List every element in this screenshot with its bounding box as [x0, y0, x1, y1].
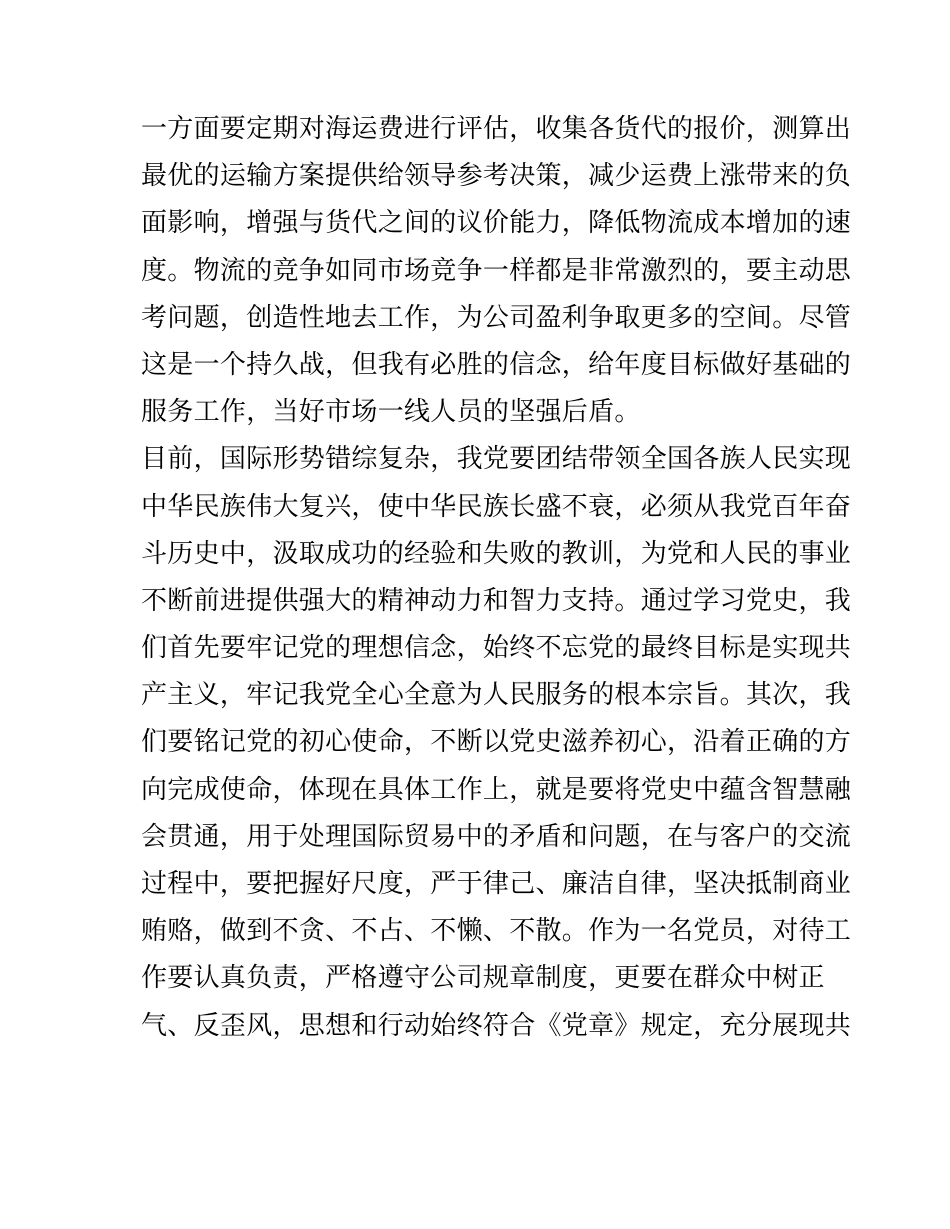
text-line: 度。物流的竞争如同市场竞争一样都是非常激烈的，要主动思: [141, 255, 852, 286]
text-line: 中华民族伟大复兴，使中华民族长盛不衰，必须从我党百年奋: [141, 491, 852, 522]
document-body: [141, 106, 852, 1050]
text-line: 目前，国际形势错综复杂，我党要团结带领全国各族人民实现: [141, 444, 852, 475]
text-line: 考问题，创造性地去工作，为公司盈利争取更多的空间。尽管: [141, 302, 852, 333]
paragraph-2: [141, 436, 852, 1049]
text-line: 面影响，增强与货代之间的议价能力，降低物流成本增加的速: [141, 208, 852, 239]
text-line: 作要认真负责，严格遵守公司规章制度，更要在群众中树正: [141, 963, 825, 994]
text-line: 一方面要定期对海运费进行评估，收集各货代的报价，测算出: [141, 114, 852, 144]
text-line: 不断前进提供强大的精神动力和智力支持。通过学习党史，我: [141, 585, 852, 616]
text-line: 们首先要牢记党的理想信念，始终不忘党的最终目标是实现共: [141, 633, 852, 664]
text-line: 气、反歪风，思想和行动始终符合《党章》规定，充分展现共: [141, 1010, 852, 1041]
text-line: 过程中，要把握好尺度，严于律己、廉洁自律，坚决抵制商业: [141, 869, 852, 899]
text-line: 贿赂，做到不贪、不占、不懒、不散。作为一名党员，对待工: [141, 916, 852, 947]
text-line: 最优的运输方案提供给领导参考决策，减少运费上涨带来的负: [141, 161, 852, 192]
text-line: 这是一个持久战，但我有必胜的信念，给年度目标做好基础的: [141, 349, 852, 380]
paragraph-1: [141, 106, 852, 436]
text-line: 会贯通，用于处理国际贸易中的矛盾和问题，在与客户的交流: [141, 821, 852, 852]
text-line: 产主义，牢记我党全心全意为人民服务的根本宗旨。其次，我: [141, 680, 852, 711]
text-line: 们要铭记党的初心使命，不断以党史滋养初心，沿着正确的方: [141, 727, 852, 758]
text-line: 服务工作，当好市场一线人员的坚强后盾。: [141, 397, 641, 428]
text-line: 向完成使命，体现在具体工作上，就是要将党史中蕴含智慧融: [141, 774, 852, 805]
text-line: 斗历史中，汲取成功的经验和失败的教训，为党和人民的事业: [141, 538, 852, 569]
